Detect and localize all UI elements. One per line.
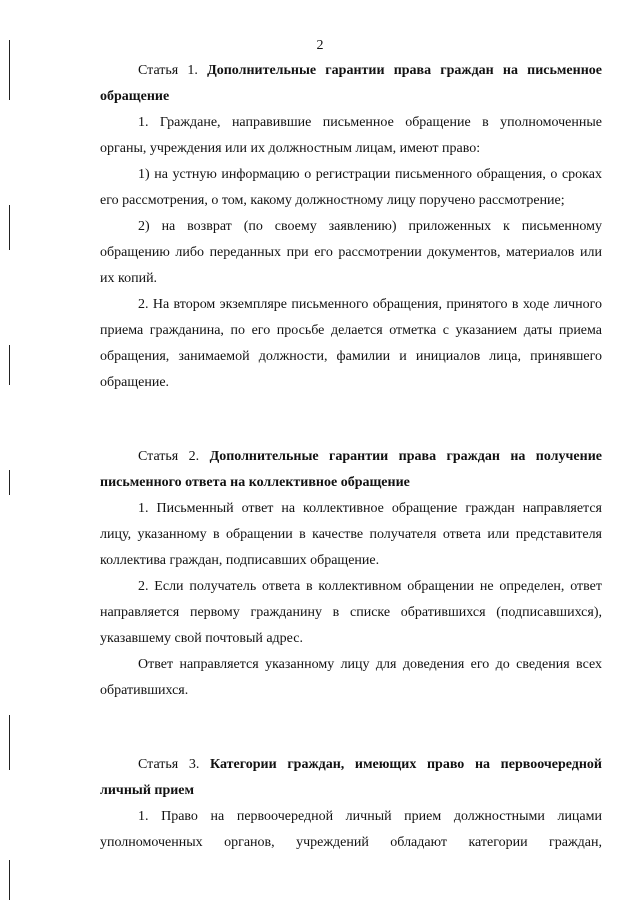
scan-edge-mark bbox=[9, 205, 10, 250]
article-1 bbox=[100, 58, 602, 396]
article-title: Дополнительные гарантии права граждан на письменное обращение bbox=[100, 63, 602, 104]
page-number: 2 bbox=[316, 38, 324, 53]
paragraph: 1. Письменный ответ на коллективное обращение граждан направляется лицу, указанному в обращении в качестве получателя ответа или представителя коллектива граждан, подписавших обращение. bbox=[100, 501, 602, 568]
article-prefix: Статья 3. bbox=[138, 757, 200, 772]
article-heading bbox=[100, 58, 602, 110]
article-heading bbox=[100, 752, 602, 804]
article-prefix: Статья 1. bbox=[138, 63, 198, 78]
paragraph: 2. Если получатель ответа в коллективном обращении не определен, ответ направляется первому гражданину в списке обратившихся (подписавшихся), указавшему свой почтовый адрес. bbox=[100, 579, 602, 646]
spacer bbox=[100, 704, 602, 734]
article-3 bbox=[100, 752, 602, 856]
paragraph: 1) на устную информацию о регистрации письменного обращения, о сроках его рассмотрения, о том, какому должностному лицу поручено рассмотрение; bbox=[100, 167, 602, 208]
document-body bbox=[100, 52, 602, 856]
paragraph: 2. На втором экземпляре письменного обращения, принятого в ходе личного приема гражданина, по его просьбе делается отметка с указанием даты приема обращения, занимаемой должности, фамилии и инициалов лица, принявшего обращение. bbox=[100, 297, 602, 390]
scan-edge-mark bbox=[9, 345, 10, 385]
paragraph: Ответ направляется указанному лицу для доведения его до сведения всех обратившихся. bbox=[100, 657, 602, 698]
paragraph: 1. Граждане, направившие письменное обращение в уполномоченные органы, учреждения или их должностным лицам, имеют право: bbox=[100, 115, 602, 156]
article-2 bbox=[100, 444, 602, 704]
scan-edge-mark bbox=[9, 715, 10, 770]
scan-edge-mark bbox=[9, 860, 10, 900]
paragraph: 1. Право на первоочередной личный прием должностными лицами уполномоченных органов, учреждений обладают категории граждан, bbox=[100, 809, 602, 850]
article-title: Категории граждан, имеющих право на первоочередной личный прием bbox=[100, 757, 602, 798]
scan-edge-mark bbox=[9, 470, 10, 495]
article-title: Дополнительные гарантии права граждан на получение письменного ответа на коллективное обращение bbox=[100, 449, 602, 490]
article-prefix: Статья 2. bbox=[138, 449, 200, 464]
paragraph: 2) на возврат (по своему заявлению) приложенных к письменному обращению либо переданных при его рассмотрении документов, материалов или их копий. bbox=[100, 219, 602, 286]
spacer bbox=[100, 396, 602, 426]
article-heading bbox=[100, 444, 602, 496]
